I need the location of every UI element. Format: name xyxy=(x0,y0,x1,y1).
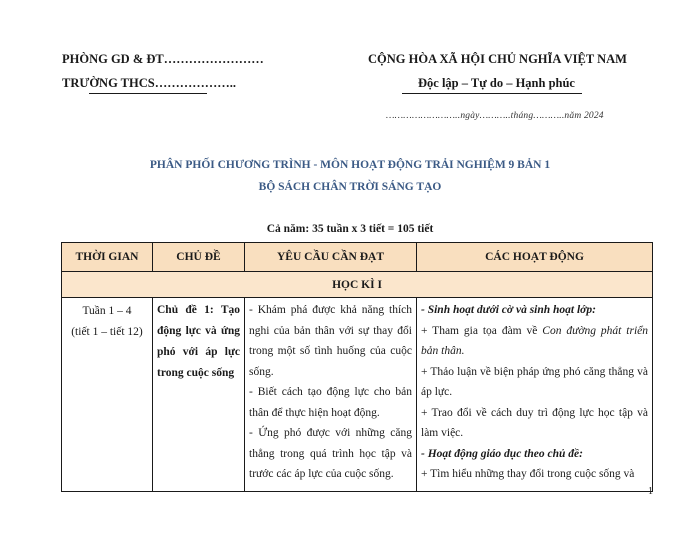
activity-heading: - Sinh hoạt dưới cờ và sinh hoạt lớp: xyxy=(421,304,596,316)
activity-text: + Tham gia tọa đàm về xyxy=(421,324,543,337)
semester-row xyxy=(62,272,653,298)
period-range: (tiết 1 – tiết 12) xyxy=(71,326,143,338)
time-cell xyxy=(62,298,153,492)
topic-cell: Chủ đề 1: Tạo động lực và ứng phó với áp lực trong cuộc sống xyxy=(153,298,245,492)
column-header-activities: CÁC HOẠT ĐỘNG xyxy=(417,243,653,272)
column-header-topic: CHỦ ĐỀ xyxy=(153,243,245,272)
requirement-item: - Biết cách tạo động lực cho bản thân để thực hiện hoạt động. xyxy=(249,386,412,419)
column-header-time: THỜI GIAN xyxy=(62,243,153,272)
activity-emphasis: Con đường phát triển bản thân. xyxy=(421,324,648,357)
activities-cell xyxy=(417,298,653,492)
activity-item xyxy=(421,321,648,362)
table-header-row xyxy=(62,243,653,272)
book-series-title: BỘ SÁCH CHÂN TRỜI SÁNG TẠO xyxy=(258,181,442,193)
activity-heading: - Hoạt động giáo dục theo chủ đề: xyxy=(421,447,583,460)
activity-item: + Thảo luận về biện pháp ứng phó căng thẳng và áp lực. xyxy=(421,365,648,398)
document-date: ……………………..ngày………..tháng………..năm 2024 xyxy=(386,111,604,121)
page-number: 1 xyxy=(648,486,653,497)
activity-item: + Tìm hiểu những thay đổi trong cuộc sống và xyxy=(421,468,635,480)
semester-label: HỌC KÌ I xyxy=(62,272,653,298)
requirement-item: - Ứng phó được với những căng thẳng trong quá trình học tập và trước các áp lực của cuộc sống. xyxy=(249,427,412,480)
year-summary: Cả năm: 35 tuần x 3 tiết = 105 tiết xyxy=(266,223,434,235)
table-row xyxy=(62,298,653,492)
school-underline xyxy=(89,93,207,94)
school-name: TRƯỜNG THCS……………….. xyxy=(62,76,236,90)
week-range: Tuần 1 – 4 xyxy=(82,305,132,317)
activity-item: + Trao đổi về cách duy trì động lực học tập và làm việc. xyxy=(421,406,648,439)
requirements-cell xyxy=(245,298,417,492)
motto-underline xyxy=(402,93,582,94)
document-title: PHÂN PHỐI CHƯƠNG TRÌNH - MÔN HOẠT ĐỘNG TRẢI NGHIỆM 9 BẢN 1 xyxy=(149,159,551,171)
requirement-item: - Khám phá được khả năng thích nghi của bản thân với sự thay đổi trong một số tình huống của cuộc sống. xyxy=(249,304,412,378)
column-header-requirements: YÊU CẦU CẦN ĐẠT xyxy=(245,243,417,272)
motto: Độc lập – Tự do – Hạnh phúc xyxy=(418,76,575,90)
curriculum-table xyxy=(61,242,653,492)
department-name: PHÒNG GD & ĐT…………………… xyxy=(62,52,264,66)
country-name: CỘNG HÒA XÃ HỘI CHỦ NGHĨA VIỆT NAM xyxy=(368,52,627,66)
